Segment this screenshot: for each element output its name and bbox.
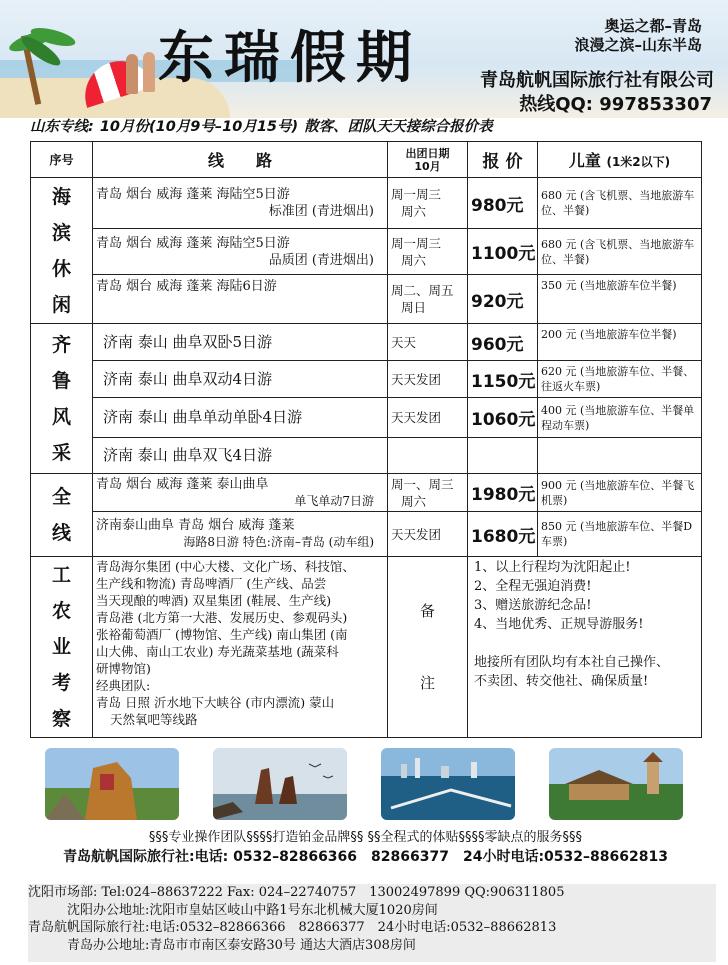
days-cell: 天天发团	[388, 512, 468, 557]
days-cell	[388, 438, 468, 474]
price-table	[30, 141, 702, 738]
table-row	[31, 178, 702, 229]
days-cell	[388, 178, 468, 229]
price-cell: 1060元	[468, 398, 538, 438]
strip-text: 散客、团队天天接综合报价表	[304, 119, 493, 135]
industry-line: 研博物馆)	[96, 661, 151, 676]
child-price-cell: 680 元 (含飞机票、当地旅游车位、半餐)	[538, 178, 702, 229]
route-line: 青岛 烟台 威海 蓬莱 海陆空5日游	[96, 187, 290, 202]
category-char: 休	[51, 257, 71, 280]
table-header-row	[31, 142, 702, 178]
industry-line: 青岛海尔集团 (中心大楼、文化广场、科技馆、	[96, 559, 355, 574]
category-cell	[31, 557, 93, 738]
header-banner	[0, 0, 728, 118]
category-char: 全	[51, 486, 71, 508]
slogan-2: 浪漫之滨–山东半岛	[574, 36, 702, 54]
bottom-line: 青岛航帆国际旅行社:电话:0532–82866366 82866377 24小时电话:0532–88662813	[28, 920, 557, 935]
route-cell	[93, 275, 388, 324]
table-row	[31, 324, 702, 361]
industry-line: 经典团队:	[96, 678, 151, 693]
industry-cell	[93, 557, 388, 738]
slogan-line: §§§专业操作团队§§§§打造铂金品牌§§ §§全程式的体贴§§§§零缺点的服务§§§	[148, 830, 583, 845]
remark-char: 备	[419, 602, 435, 620]
table-row	[31, 398, 702, 438]
route-line: 青岛 烟台 威海 蓬莱 海陆6日游	[96, 279, 277, 294]
route-cell: 济南 泰山 曲阜单动单卧4日游	[93, 398, 388, 438]
days-cell	[388, 275, 468, 324]
route-cell: 济南 泰山 曲阜双卧5日游	[93, 324, 388, 361]
child-price-cell	[538, 438, 702, 474]
child-price-cell: 350 元 (当地旅游车位半餐)	[538, 275, 702, 324]
table-row	[31, 557, 702, 738]
note-line: 地接所有团队均有本社自己操作、	[474, 655, 670, 670]
table-row	[31, 474, 702, 512]
route-cell	[93, 229, 388, 275]
contact-line: 青岛航帆国际旅行社:电话: 0532–82866366 82866377 24小时电话:0532–88662813	[63, 849, 668, 865]
header-no: 序号	[31, 142, 93, 178]
days-line: 周日	[401, 300, 427, 315]
header-child-note: (1米2以下)	[606, 155, 671, 169]
route-cell	[93, 512, 388, 557]
route-line: 海路8日游 特色:济南–青岛 (动车组)	[183, 535, 374, 549]
days-line: 周二、周五	[391, 283, 454, 298]
child-price-cell: 680 元 (含飞机票、当地旅游车位、半餐)	[538, 229, 702, 275]
category-char: 海	[51, 185, 71, 208]
category-char: 鲁	[51, 369, 71, 392]
category-char: 风	[51, 405, 71, 428]
note-line: 3、赠送旅游纪念品!	[474, 598, 592, 613]
header-child-label: 儿童	[568, 151, 601, 170]
industry-line: 青岛 日照 沂水地下大峡谷 (市内漂流) 蒙山	[96, 695, 335, 710]
category-cell	[31, 324, 93, 474]
table-row	[31, 438, 702, 474]
header-date-2: 10月	[414, 159, 441, 173]
strip-label: 山东专线:	[30, 119, 94, 135]
industry-line: 张裕葡萄酒厂 (博物馆、生产线) 南山集团 (南	[96, 627, 348, 642]
slogan-1: 奥运之都–青岛	[604, 17, 702, 35]
photo-marina	[381, 748, 515, 820]
category-char: 工	[51, 564, 71, 586]
category-char: 考	[51, 672, 71, 694]
days-cell: 天天发团	[388, 361, 468, 398]
person-figure	[126, 54, 138, 94]
route-line: 青岛 烟台 威海 蓬莱 海陆空5日游	[96, 235, 290, 251]
days-line: 周一周三	[391, 235, 442, 251]
route-cell: 济南 泰山 曲阜双飞4日游	[93, 438, 388, 474]
header-date	[388, 142, 468, 178]
price-cell: 960元	[468, 324, 538, 361]
slogans	[574, 17, 702, 55]
price-cell: 1150元	[468, 361, 538, 398]
category-char: 农	[51, 600, 71, 622]
table-row	[31, 229, 702, 275]
category-char: 线	[51, 522, 71, 544]
route-cell	[93, 474, 388, 512]
photo-strip	[45, 748, 685, 820]
route-strip	[30, 115, 499, 136]
category-char: 察	[51, 708, 71, 730]
category-char: 采	[51, 441, 71, 464]
child-price-cell: 200 元 (当地旅游车位半餐)	[538, 324, 702, 361]
table-row	[31, 512, 702, 557]
price-cell: 1680元	[468, 512, 538, 557]
remark-char: 注	[419, 674, 435, 692]
route-line: 品质团 (青进烟出)	[268, 252, 374, 268]
route-line: 济南泰山曲阜 青岛 烟台 威海 蓬莱	[96, 518, 295, 533]
price-cell: 1980元	[468, 474, 538, 512]
note-line: 2、全程无强迫消费!	[474, 579, 592, 594]
industry-line: 山大佛、南山工农业) 寿光蔬菜基地 (蔬菜科	[96, 644, 339, 659]
child-price-cell: 400 元 (当地旅游车位、半餐单程动车票)	[538, 398, 702, 438]
days-line: 周六	[401, 204, 427, 219]
header-child	[538, 142, 702, 178]
price-cell: 980元	[468, 178, 538, 229]
days-line: 周六	[401, 493, 427, 509]
route-cell: 济南 泰山 曲阜双动4日游	[93, 361, 388, 398]
days-line: 周一、周三	[391, 476, 454, 492]
photo-pavilion	[549, 748, 683, 820]
price-cell: 920元	[468, 275, 538, 324]
notes-cell	[468, 557, 702, 738]
route-line: 标准团 (青进烟出)	[268, 204, 374, 219]
child-price-cell: 620 元 (当地旅游车位、半餐、往返火车票)	[538, 361, 702, 398]
photo-sea-rocks	[213, 748, 347, 820]
bottom-line: 沈阳办公地址:沈阳市皇姑区岐山中路1号东北机械大厦1020房间	[28, 902, 438, 918]
header-date-1: 出团日期	[405, 146, 450, 160]
days-cell: 天天	[388, 324, 468, 361]
photo-rock-monument	[45, 748, 179, 820]
category-cell	[31, 474, 93, 557]
route-cell	[93, 178, 388, 229]
bottom-line: 青岛办公地址:青岛市市南区泰安路30号 通达大酒店308房间	[28, 937, 416, 953]
table-row	[31, 275, 702, 324]
days-cell	[388, 229, 468, 275]
price-cell	[468, 438, 538, 474]
bottom-panel	[28, 884, 716, 962]
person-figure	[143, 52, 155, 92]
days-line: 周六	[401, 252, 427, 268]
strip-period: 10月份(10月9号–10月15号)	[99, 119, 299, 135]
industry-line: 青岛港 (北方第一大港、发展历史、参观码头)	[96, 610, 348, 625]
industry-line: 生产线和物流) 青岛啤酒厂 (生产线、品尝	[96, 576, 327, 591]
page-title: 东瑞假期	[158, 25, 422, 91]
agency-name: 青岛航帆国际旅行社有限公司	[480, 70, 714, 91]
price-cell: 1100元	[468, 229, 538, 275]
remark-cell	[388, 557, 468, 738]
industry-line: 天然氧吧等线路	[110, 712, 198, 727]
note-line: 4、当地优秀、正规导游服务!	[474, 617, 644, 632]
days-line: 周一周三	[391, 187, 442, 202]
days-cell: 天天发团	[388, 398, 468, 438]
route-line: 青岛 烟台 威海 蓬莱 泰山曲阜	[96, 476, 269, 492]
child-price-cell: 900 元 (当地旅游车位、半餐飞机票)	[538, 474, 702, 512]
note-line: 不卖团、转交他社、确保质量!	[474, 674, 649, 689]
header-price: 报 价	[468, 142, 538, 178]
bottom-line: 沈阳市场部: Tel:024–88637222 Fax: 024–22740757 13002497899 QQ:906311805	[28, 885, 565, 900]
hotline: 热线QQ: 997853307	[519, 94, 712, 115]
category-cell	[31, 178, 93, 324]
header-route: 线 路	[93, 142, 388, 178]
category-char: 业	[51, 636, 71, 658]
route-line: 单飞单动7日游	[294, 493, 374, 508]
table-row	[31, 361, 702, 398]
category-char: 齐	[51, 333, 71, 356]
category-char: 滨	[51, 221, 71, 244]
category-char: 闲	[51, 293, 71, 316]
note-line: 1、以上行程均为沈阳起止!	[474, 560, 631, 575]
days-cell	[388, 474, 468, 512]
industry-line: 当天现酿的啤酒) 双星集团 (鞋展、生产线)	[96, 593, 332, 608]
child-price-cell: 850 元 (当地旅游车位、半餐D车票)	[538, 512, 702, 557]
